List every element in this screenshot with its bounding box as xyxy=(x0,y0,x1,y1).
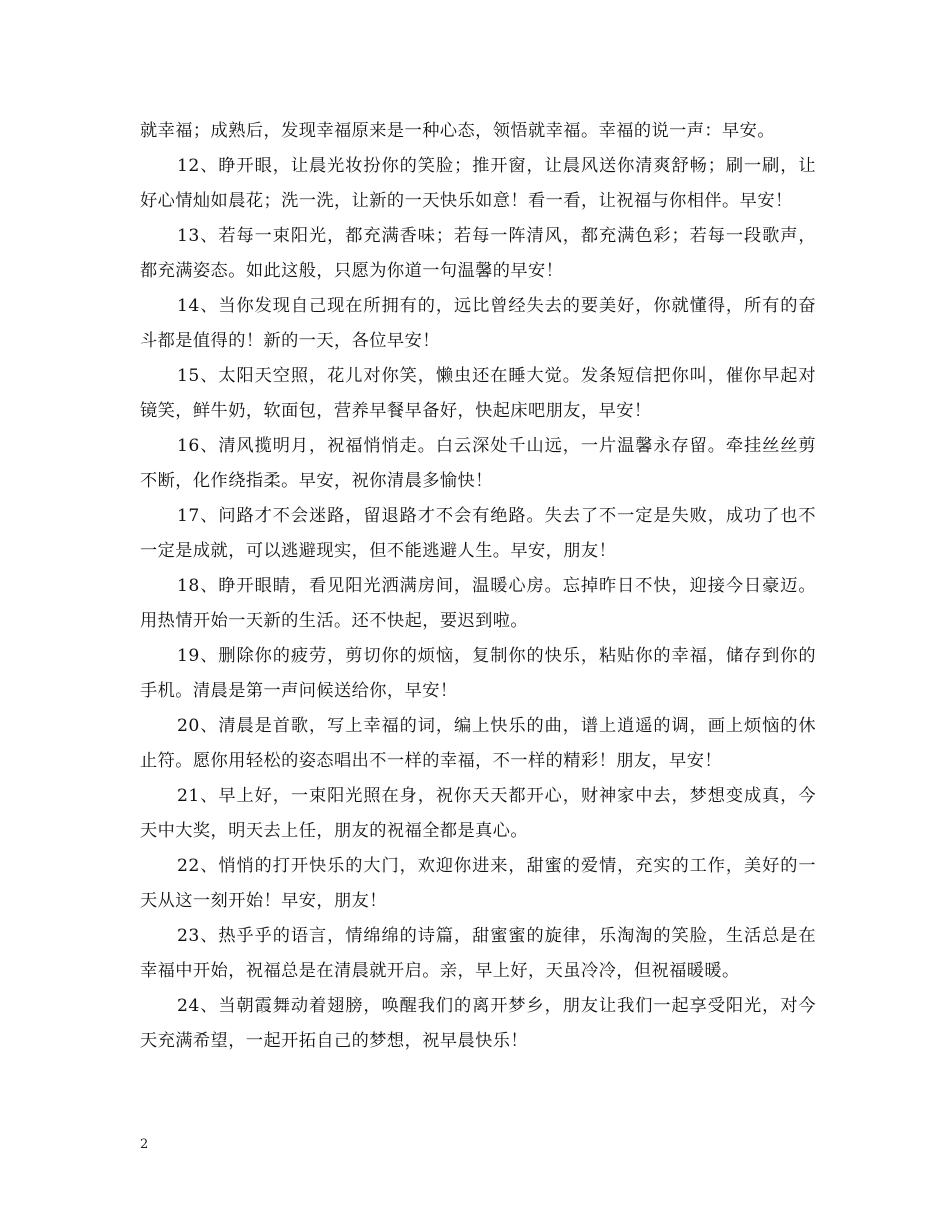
paragraph-item-12: 12、睁开眼，让晨光妆扮你的笑脸；推开窗，让晨风送你清爽舒畅；刷一刷，让好心情灿如晨花；洗一洗，让新的一天快乐如意！看一看，让祝福与你相伴。早安！ xyxy=(140,156,816,211)
paragraph-continuation: 就幸福；成熟后，发现幸福原来是一种心态，领悟就幸福。幸福的说一声：早安。 xyxy=(140,121,775,141)
paragraph-item-23: 23、热乎乎的语言，情绵绵的诗篇，甜蜜蜜的旋律，乐淘淘的笑脸，生活总是在幸福中开始，祝福总是在清晨就开启。亲，早上好，天虽冷冷，但祝福暖暖。 xyxy=(140,926,816,981)
paragraph-item-22: 22、悄悄的打开快乐的大门，欢迎你进来，甜蜜的爱情，充实的工作，美好的一天从这一刻开始！早安，朋友！ xyxy=(140,856,816,911)
paragraph-item-20: 20、清晨是首歌，写上幸福的词，编上快乐的曲，谱上逍遥的调，画上烦恼的休止符。愿你用轻松的姿态唱出不一样的幸福，不一样的精彩！朋友，早安！ xyxy=(140,716,816,771)
paragraph-item-21: 21、早上好，一束阳光照在身，祝你天天都开心，财神家中去，梦想变成真，今天中大奖，明天去上任，朋友的祝福全都是真心。 xyxy=(140,786,816,841)
document-body xyxy=(140,114,816,1059)
paragraph-item-18: 18、睁开眼睛，看见阳光洒满房间，温暖心房。忘掉昨日不快，迎接今日豪迈。用热情开始一天新的生活。还不快起，要迟到啦。 xyxy=(140,576,816,631)
paragraph-item-19: 19、删除你的疲劳，剪切你的烦恼，复制你的快乐，粘贴你的幸福，储存到你的手机。清晨是第一声问候送给你，早安！ xyxy=(140,646,816,701)
paragraph-item-16: 16、清风揽明月，祝福悄悄走。白云深处千山远，一片温馨永存留。牵挂丝丝剪不断，化作绕指柔。早安，祝你清晨多愉快！ xyxy=(140,436,816,491)
paragraph-item-15: 15、太阳天空照，花儿对你笑，懒虫还在睡大觉。发条短信把你叫，催你早起对镜笑，鲜牛奶，软面包，营养早餐早备好，快起床吧朋友，早安！ xyxy=(140,366,816,421)
page-number: 2 xyxy=(140,1137,149,1152)
paragraph-item-14: 14、当你发现自己现在所拥有的，远比曾经失去的要美好，你就懂得，所有的奋斗都是值得的！新的一天，各位早安！ xyxy=(140,296,816,351)
paragraph-item-24: 24、当朝霞舞动着翅膀，唤醒我们的离开梦乡，朋友让我们一起享受阳光，对今天充满希望，一起开拓自己的梦想，祝早晨快乐！ xyxy=(140,996,816,1051)
paragraph-item-13: 13、若每一束阳光，都充满香味；若每一阵清风，都充满色彩；若每一段歌声，都充满姿态。如此这般，只愿为你道一句温馨的早安！ xyxy=(140,226,816,281)
paragraph-item-17: 17、问路才不会迷路，留退路才不会有绝路。失去了不一定是失败，成功了也不一定是成就，可以逃避现实，但不能逃避人生。早安，朋友！ xyxy=(140,506,816,561)
